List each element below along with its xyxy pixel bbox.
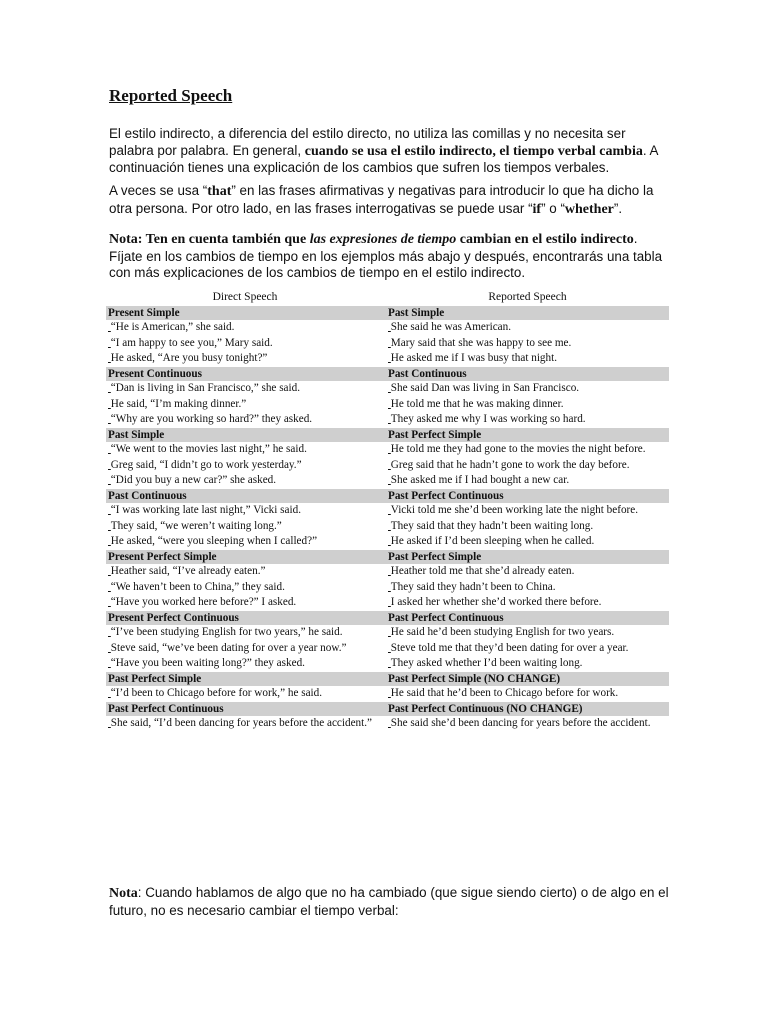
that-text-4: ”. — [613, 200, 623, 216]
reported-sentence: Steve told me that they’d been dating for over a year. — [390, 641, 629, 654]
direct-tense-title: Past Simple — [106, 428, 384, 443]
direct-speech-header: Direct Speech — [212, 291, 278, 303]
direct-tense-title: Present Continuous — [106, 367, 384, 382]
intro-bold-text: cuando se usa el estilo indirecto, el tiempo verbal cambia — [304, 143, 643, 159]
reported-sentence: He asked if I’d been sleeping when he called. — [390, 535, 595, 547]
reported-sentence: Heather told me that she’d already eaten. — [390, 565, 575, 577]
reported-speech-cell — [384, 595, 669, 611]
direct-tense-title: Present Simple — [106, 306, 384, 321]
reported-sentence: She asked me if I had bought a new car. — [390, 474, 570, 486]
that-text-3: ” o “ — [541, 200, 565, 216]
direct-sentence: “He is American,” she said. — [110, 321, 235, 333]
direct-sentence: He asked, “Are you busy tonight?” — [110, 352, 268, 364]
direct-tense-title: Present Perfect Simple — [106, 550, 384, 565]
reported-sentence: They said that they hadn’t been waiting long. — [390, 519, 594, 532]
reported-speech-cell — [384, 412, 669, 428]
reported-speech-cell — [384, 351, 669, 367]
reported-speech-cell — [384, 336, 669, 352]
nota-italic: las expresiones de tiempo — [309, 232, 457, 247]
direct-speech-cell — [106, 336, 384, 352]
reported-sentence: I asked her whether she’d worked there before. — [390, 596, 602, 608]
nota-bold-1: Nota: Ten en cuenta también que — [109, 232, 310, 247]
reported-tense-title: Past Perfect Simple (NO CHANGE) — [384, 672, 669, 687]
reported-speech-cell — [384, 503, 669, 519]
intro-text-1: El estilo indirecto, a diferencia del estilo directo, no utiliza las comillas y no necesita ser palabra por palabra. En general, — [109, 126, 626, 158]
reported-speech-cell — [384, 564, 669, 580]
table-row — [106, 336, 669, 352]
reported-sentence: They asked me why I was working so hard. — [390, 413, 586, 425]
table-row — [106, 473, 669, 489]
direct-speech-cell — [106, 351, 384, 367]
direct-tense-title: Past Continuous — [106, 489, 384, 504]
direct-sentence: “Dan is living in San Francisco,” she said. — [110, 382, 301, 394]
table-row — [106, 564, 669, 580]
direct-sentence: “Have you been waiting long?” they asked. — [110, 657, 305, 669]
direct-sentence: Heather said, “I’ve already eaten.” — [110, 565, 266, 577]
reported-speech-cell — [384, 442, 669, 458]
reported-sentence: He said that he’d been to Chicago before for work. — [390, 687, 619, 699]
table-row — [106, 503, 669, 519]
direct-speech-cell — [106, 412, 384, 428]
nota-bold-2: cambian en el estilo indirecto — [456, 232, 634, 247]
table-row — [106, 625, 669, 641]
reported-speech-cell — [384, 716, 669, 732]
direct-sentence: “I was working late last night,” Vicki said. — [110, 504, 301, 516]
reported-sentence: He said he’d been studying English for two years. — [390, 626, 615, 638]
table-row — [106, 351, 669, 367]
reported-tense-title: Past Perfect Continuous — [384, 489, 669, 504]
direct-sentence: He said, “I’m making dinner.” — [110, 397, 247, 410]
table-header-row — [106, 291, 669, 306]
reported-speech-cell — [384, 686, 669, 702]
reported-sentence: She said she’d been dancing for years before the accident. — [390, 717, 651, 729]
if-keyword: if — [532, 201, 542, 217]
section-header-row — [106, 428, 669, 443]
that-keyword: that — [207, 184, 232, 199]
section-header-row — [106, 489, 669, 504]
that-text-2: ” en las frases afirmativas y negativas para introducir lo que ha dicho la otra persona. Por otro lado, en las frases interrogativas se puede usar “ — [109, 183, 654, 216]
direct-speech-cell — [106, 397, 384, 413]
reported-speech-cell — [384, 473, 669, 489]
direct-speech-cell — [106, 519, 384, 535]
reported-speech-cell — [384, 534, 669, 550]
reported-sentence: Vicki told me she’d been working late the night before. — [390, 504, 639, 516]
section-header-row — [106, 550, 669, 565]
direct-sentence: “I’d been to Chicago before for work,” he said. — [110, 687, 323, 699]
that-paragraph — [109, 183, 669, 218]
direct-speech-cell — [106, 656, 384, 672]
table-row — [106, 412, 669, 428]
direct-tense-title: Past Perfect Simple — [106, 672, 384, 687]
direct-sentence: “I’ve been studying English for two years,” he said. — [110, 626, 343, 638]
direct-speech-cell — [106, 320, 384, 336]
reported-tense-title: Past Perfect Simple — [384, 550, 669, 565]
reported-speech-cell — [384, 458, 669, 474]
table-row — [106, 458, 669, 474]
reported-speech-cell — [384, 381, 669, 397]
table-row — [106, 534, 669, 550]
table-row — [106, 686, 669, 702]
direct-sentence: “I am happy to see you,” Mary said. — [110, 336, 273, 349]
reported-sentence: She said Dan was living in San Francisco. — [390, 382, 580, 394]
direct-speech-cell — [106, 564, 384, 580]
section-header-row — [106, 367, 669, 382]
final-note-label: Nota — [109, 886, 138, 901]
direct-sentence: He asked, “were you sleeping when I called?” — [110, 535, 318, 547]
intro-paragraph — [109, 126, 669, 177]
direct-speech-cell — [106, 473, 384, 489]
reported-tense-title: Past Perfect Continuous (NO CHANGE) — [384, 702, 669, 717]
direct-speech-cell — [106, 716, 384, 732]
reported-sentence: They asked whether I’d been waiting long. — [390, 657, 583, 669]
section-header-row — [106, 702, 669, 717]
table-row — [106, 442, 669, 458]
table-row — [106, 320, 669, 336]
reported-speech-cell — [384, 580, 669, 596]
direct-speech-cell — [106, 534, 384, 550]
table-row — [106, 716, 669, 732]
reported-speech-cell — [384, 641, 669, 657]
table-row — [106, 580, 669, 596]
reported-tense-title: Past Continuous — [384, 367, 669, 382]
section-header-row — [106, 306, 669, 321]
direct-sentence: “We went to the movies last night,” he said. — [110, 443, 307, 455]
table-body — [106, 306, 669, 732]
table-row — [106, 381, 669, 397]
reported-tense-title: Past Simple — [384, 306, 669, 321]
direct-speech-cell — [106, 595, 384, 611]
direct-tense-title: Present Perfect Continuous — [106, 611, 384, 626]
reported-speech-cell — [384, 320, 669, 336]
final-note-paragraph — [109, 885, 669, 919]
final-note-text: : Cuando hablamos de algo que no ha cambiado (que sigue siendo cierto) o de algo en el futuro, no es necesario cambiar el tiempo verbal: — [109, 885, 669, 918]
direct-speech-cell — [106, 580, 384, 596]
reported-speech-cell — [384, 625, 669, 641]
direct-speech-cell — [106, 381, 384, 397]
reported-tense-title: Past Perfect Continuous — [384, 611, 669, 626]
whether-keyword: whether — [564, 201, 614, 217]
table-row — [106, 641, 669, 657]
table-row — [106, 519, 669, 535]
direct-sentence: “Did you buy a new car?” she asked. — [110, 474, 277, 486]
reported-tense-title: Past Perfect Simple — [384, 428, 669, 443]
nota-text: . Fíjate en los cambios de tiempo en los ejemplos más abajo y después, encontrarás una tabla con más explicaciones de los cambios de tiempo en el estilo indirecto. — [109, 231, 663, 280]
table-row — [106, 656, 669, 672]
direct-sentence: Steve said, “we’ve been dating for over a year now.” — [110, 641, 347, 654]
direct-speech-cell — [106, 458, 384, 474]
reported-sentence: Mary said that she was happy to see me. — [390, 336, 572, 349]
reported-speech-cell — [384, 397, 669, 413]
reported-sentence: He told me they had gone to the movies the night before. — [390, 443, 646, 455]
intro-text-2: . A continuación tienes una explicación de los cambios que sufren los tiempos verbales. — [109, 142, 658, 175]
direct-speech-cell — [106, 442, 384, 458]
reported-sentence: He told me that he was making dinner. — [390, 397, 564, 410]
reported-speech-cell — [384, 656, 669, 672]
table-row — [106, 595, 669, 611]
reported-sentence: She said he was American. — [390, 321, 512, 333]
direct-sentence: “Why are you working so hard?” they asked. — [110, 413, 313, 425]
reported-sentence: They said they hadn’t been to China. — [390, 580, 556, 593]
direct-sentence: She said, “I’d been dancing for years before the accident.” — [110, 717, 373, 729]
direct-speech-cell — [106, 625, 384, 641]
reported-speech-cell — [384, 519, 669, 535]
tense-table — [106, 291, 669, 732]
that-text-1: A veces se usa “ — [109, 183, 208, 198]
page-title: Reported Speech — [109, 86, 233, 105]
direct-sentence: Greg said, “I didn’t go to work yesterday.” — [110, 458, 302, 471]
table-row — [106, 397, 669, 413]
direct-sentence: They said, “we weren’t waiting long.” — [110, 519, 282, 532]
direct-speech-cell — [106, 686, 384, 702]
reported-speech-header: Reported Speech — [488, 291, 567, 303]
direct-speech-cell — [106, 641, 384, 657]
direct-sentence: “We haven’t been to China,” they said. — [110, 580, 285, 593]
nota-paragraph — [109, 231, 669, 282]
section-header-row — [106, 672, 669, 687]
section-header-row — [106, 611, 669, 626]
direct-tense-title: Past Perfect Continuous — [106, 702, 384, 717]
reported-sentence: He asked me if I was busy that night. — [390, 352, 558, 364]
direct-speech-cell — [106, 503, 384, 519]
reported-sentence: Greg said that he hadn’t gone to work the day before. — [390, 458, 630, 471]
direct-sentence: “Have you worked here before?” I asked. — [110, 596, 297, 608]
